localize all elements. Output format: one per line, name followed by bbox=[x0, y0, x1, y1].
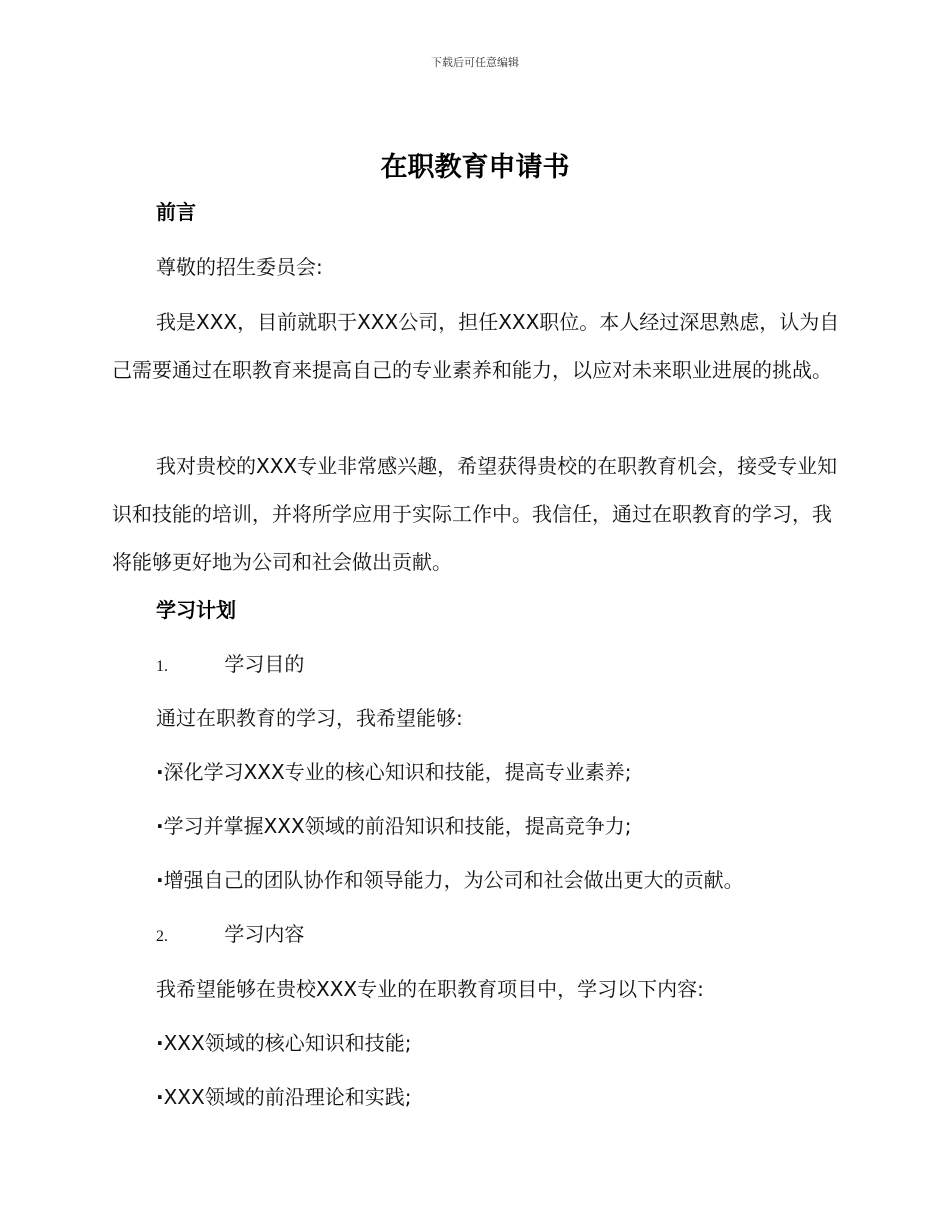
study-plan-heading: 学习计划 bbox=[156, 598, 236, 622]
salutation: 尊敬的招生委员会: bbox=[156, 255, 323, 279]
section-2-title: 学习内容 bbox=[224, 922, 305, 946]
list-item-text: XXX领域的核心知识和技能; bbox=[163, 1031, 412, 1055]
page-header-note: 下载后可任意编辑 bbox=[431, 56, 519, 69]
bullet-marker: · bbox=[156, 814, 164, 838]
bullet-marker: · bbox=[156, 1085, 164, 1109]
list-item-text: 深化学习XXX专业的核心知识和技能，提高专业素养; bbox=[163, 760, 632, 784]
list-item-text: 学习并掌握XXX领域的前沿知识和技能，提高竞争力; bbox=[163, 814, 632, 838]
preface-paragraph-1: 我是XXX，目前就职于XXX公司，担任XXX职位。本人经过深思熟虑，认为自己需要通过在职教育来提高自己的专业素养和能力，以应对未来职业进展的挑战。 bbox=[112, 310, 840, 382]
section-1-title: 学习目的 bbox=[224, 652, 305, 676]
list-item bbox=[156, 866, 744, 894]
list-item bbox=[156, 1029, 411, 1057]
section-1-number: 1. bbox=[156, 658, 168, 675]
list-item bbox=[156, 758, 631, 786]
section-2-intro: 我希望能够在贵校XXX专业的在职教育项目中，学习以下内容: bbox=[156, 977, 704, 1001]
preface-paragraph-2: 我对贵校的XXX专业非常感兴趣，希望获得贵校的在职教育机会，接受专业知识和技能的培训，并将所学应用于实际工作中。我信任，通过在职教育的学习，我将能够更好地为公司和社会做出贡献。 bbox=[112, 454, 838, 574]
preface-heading: 前言 bbox=[156, 200, 196, 224]
list-item-text: XXX领域的前沿理论和实践; bbox=[163, 1085, 412, 1109]
list-item bbox=[156, 812, 631, 840]
document-title: 在职教育申请书 bbox=[380, 152, 570, 183]
section-2-number: 2. bbox=[156, 928, 168, 945]
section-1-heading bbox=[156, 650, 304, 681]
bullet-marker: · bbox=[156, 868, 164, 892]
bullet-marker: · bbox=[156, 760, 164, 784]
section-2-heading bbox=[156, 920, 304, 951]
bullet-marker: · bbox=[156, 1031, 164, 1055]
section-1-intro: 通过在职教育的学习，我希望能够: bbox=[156, 706, 463, 730]
list-item-text: 增强自己的团队协作和领导能力，为公司和社会做出更大的贡献。 bbox=[163, 868, 744, 892]
list-item bbox=[156, 1083, 411, 1111]
